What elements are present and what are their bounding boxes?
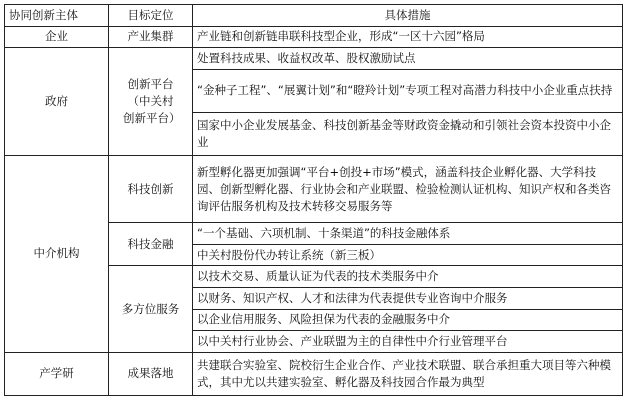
- header-target: 目标定位: [109, 5, 193, 27]
- table-row: [5, 352, 623, 395]
- target-cell: 科技金融: [109, 223, 193, 266]
- table-row: [5, 156, 623, 223]
- measure-cell: 以技术交易、质量认证为代表的技术类服务中介: [193, 266, 623, 288]
- measure-cell: 以中关村行业协会、产业联盟为主的自律性中介行业管理平台: [193, 331, 623, 353]
- measure-cell: “一个基础、六项机制、十条渠道”的科技金融体系: [193, 223, 623, 245]
- subject-cell: 企业: [5, 26, 109, 48]
- header-measures: 具体措施: [193, 5, 623, 27]
- measure-cell: 处置科技成果、收益权改革、股权激励试点: [193, 48, 623, 70]
- target-cell: 科技创新: [109, 156, 193, 223]
- subject-cell: 中介机构: [5, 156, 109, 353]
- table-header-row: [5, 5, 623, 27]
- target-cell: 多方位服务: [109, 266, 193, 352]
- measure-cell: 中关村股份代办转让系统（新三板）: [193, 244, 623, 266]
- subject-cell: 产学研: [5, 352, 109, 395]
- measure-cell: 国家中小企业发展基金、科技创新基金等财政资金撬动和引领社会资本投资中小企业: [193, 112, 623, 155]
- measure-cell: 以企业信用服务、风险担保为代表的金融服务中介: [193, 309, 623, 331]
- measure-cell: 产业链和创新链串联科技型企业，形成“一区十六园”格局: [193, 26, 623, 48]
- measure-cell: 新型孵化器更加强调“平台+创投+市场”模式，涵盖科技企业孵化器、大学科技园、创新型孵化器、行业协会和产业联盟、检验检测认证机构、知识产权和各类咨询评估服务机构及技术转移交易服务等: [193, 156, 623, 223]
- innovation-measures-table: [4, 4, 623, 396]
- header-subject: 协同创新主体: [5, 5, 109, 27]
- target-cell: 创新平台（中关村创新平台）: [109, 48, 193, 156]
- subject-cell: 政府: [5, 48, 109, 156]
- target-cell: 产业集群: [109, 26, 193, 48]
- table-row: [5, 26, 623, 48]
- target-cell: 成果落地: [109, 352, 193, 395]
- measure-cell: 以财务、知识产权、人才和法律为代表提供专业咨询中介服务: [193, 287, 623, 309]
- measure-cell: “金种子工程”、“展翼计划”和“瞪羚计划”专项工程对高潜力科技中小企业重点扶持: [193, 69, 623, 112]
- table-row: [5, 48, 623, 70]
- measure-cell: 共建联合实验室、院校衍生企业合作、产业技术联盟、联合承担重大项目等六种模式，其中尤以共建实验室、孵化器及科技园合作最为典型: [193, 352, 623, 395]
